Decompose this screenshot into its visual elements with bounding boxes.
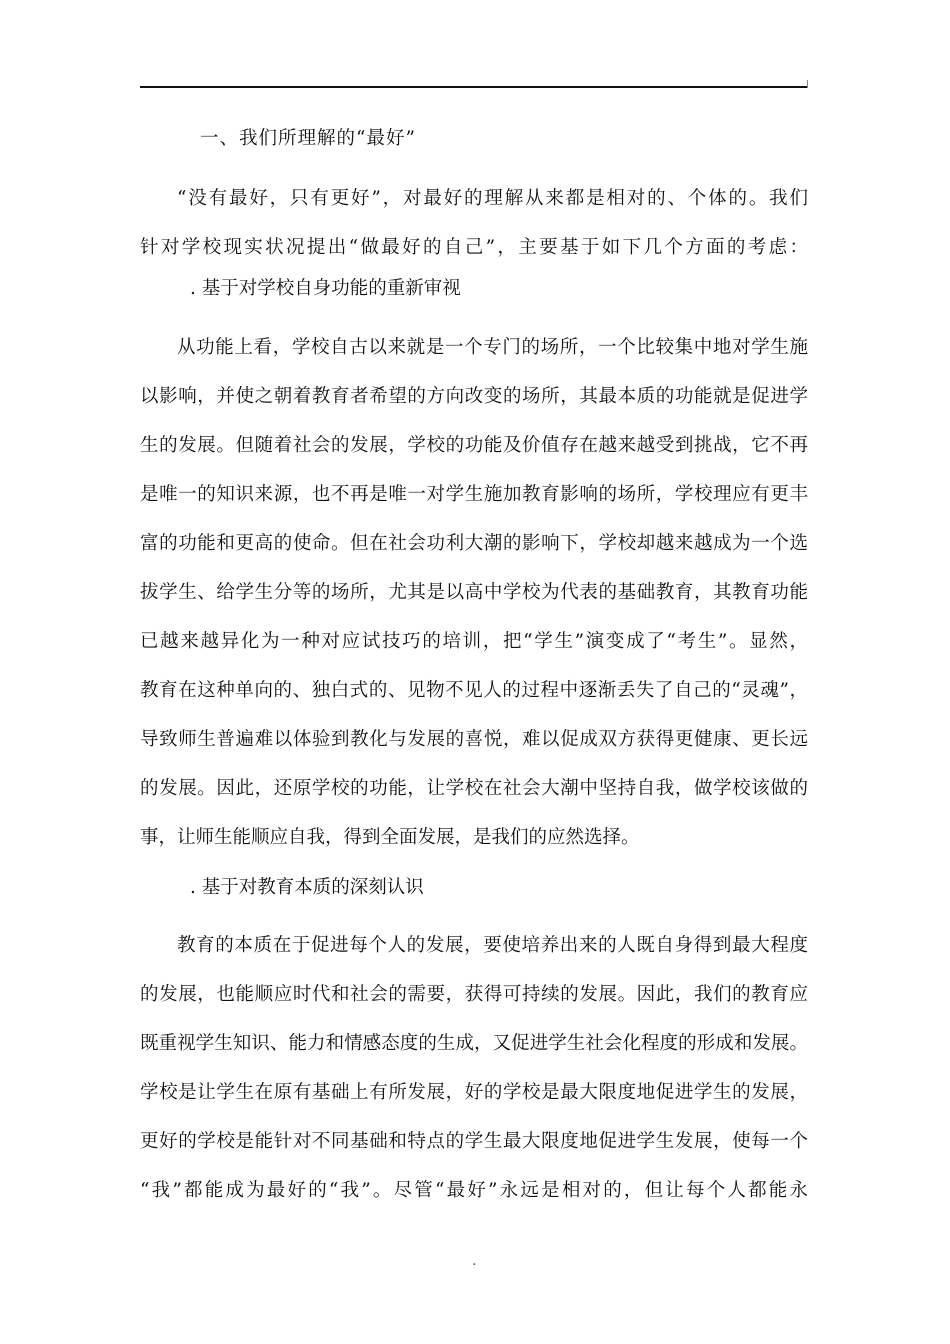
text-line: 既重视学生知识、能力和情感态度的生成，又促进学生社会化程度的形成和发展。 [140,1033,808,1054]
paragraph-school-function [140,323,808,862]
text-line: 生的发展。但随着社会的发展，学校的功能及价值存在越来越受到挑战，它不再 [140,435,808,456]
text-line: 教育的本质在于促进每个人的发展，要使培养出来的人既自身得到最大程度 [177,935,808,956]
text-line: 更好的学校是能针对不同基础和特点的学生最大限度地促进学生发展，使每一个 [140,1131,808,1152]
text-line: 从功能上看，学校自古以来就是一个专门的场所，一个比较集中地对学生施 [177,337,808,358]
text-line: 的发展。因此，还原学校的功能，让学校在社会大潮中坚持自我，做学校该做的 [140,778,808,799]
text-line: 拔学生、给学生分等的场所，尤其是以高中学校为代表的基础教育，其教育功能 [140,582,808,603]
text-line: 已越来越异化为一种对应试技巧的培训，把“学生”演变成了“考生”。显然， [140,631,808,652]
text-line: “没有最好，只有更好”，对最好的理解从来都是相对的、个体的。我们 [177,188,808,209]
intro-paragraph [140,174,808,272]
subheading-education-essence: . 基于对教育本质的深刻认识 [190,877,424,898]
header-rule-end-mark [807,80,808,88]
header-rule [140,86,808,88]
text-line: 的发展，也能顺应时代和社会的需要，获得可持续的发展。因此，我们的教育应 [140,984,808,1005]
text-line: 导致师生普遍难以体验到教化与发展的喜悦，难以促成双方获得更健康、更长远 [140,729,808,750]
section-title: 一、我们所理解的“最好” [200,128,416,149]
text-line: 是唯一的知识来源，也不再是唯一对学生施加教育影响的场所，学校理应有更丰 [140,484,808,505]
text-line: 针对学校现实状况提出“做最好的自己”，主要基于如下几个方面的考虑： [140,237,808,258]
page-footer-mark: . [472,1253,477,1269]
text-line: 富的功能和更高的使命。但在社会功利大潮的影响下，学校却越来越成为一个选 [140,533,808,554]
subheading-school-function: . 基于对学校自身功能的重新审视 [190,278,461,299]
paragraph-education-essence [140,921,808,1215]
text-line: 以影响，并使之朝着教育者希望的方向改变的场所，其最本质的功能就是促进学 [140,386,808,407]
text-line: 教育在这种单向的、独白式的、见物不见人的过程中逐渐丢失了自己的“灵魂”， [140,680,808,701]
text-line: “我”都能成为最好的“我”。尽管“最好”永远是相对的，但让每个人都能永 [140,1180,808,1201]
text-line: 学校是让学生在原有基础上有所发展，好的学校是最大限度地促进学生的发展， [140,1082,808,1103]
text-line: 事，让师生能顺应自我，得到全面发展，是我们的应然选择。 [140,827,640,848]
